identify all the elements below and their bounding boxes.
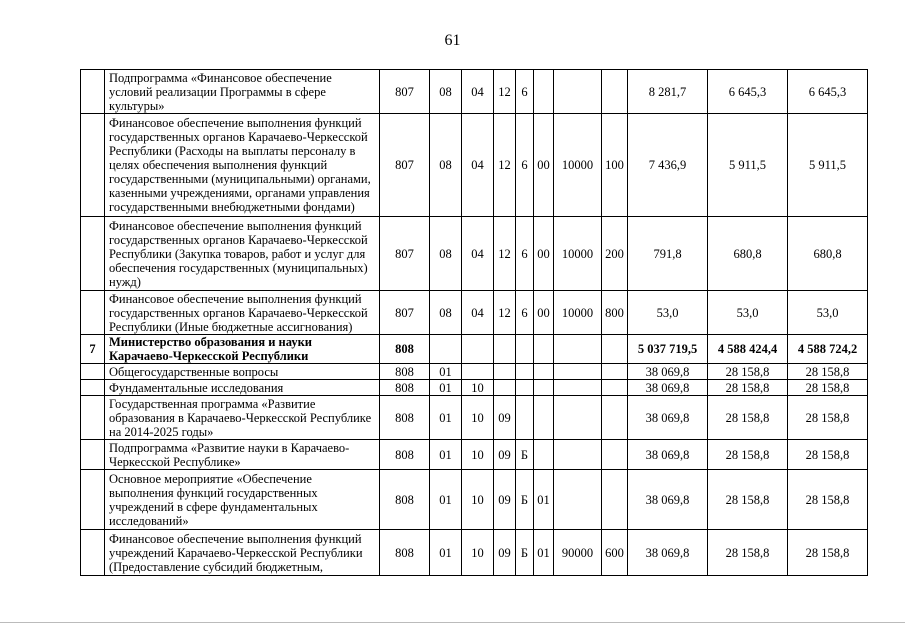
budget-table — [80, 69, 868, 576]
target-code-part2-cell: 6 — [516, 70, 534, 114]
target-code-part4-cell — [554, 396, 602, 440]
amount-year1-cell: 38 069,8 — [628, 364, 708, 380]
target-code-part3-cell — [534, 440, 554, 470]
row-number-cell — [81, 217, 105, 291]
target-code-part3-cell: 01 — [534, 530, 554, 576]
amount-year1-cell: 5 037 719,5 — [628, 335, 708, 364]
row-name-cell: Общегосударственные вопросы — [105, 364, 380, 380]
target-code-part4-cell: 90000 — [554, 530, 602, 576]
row-number-cell — [81, 364, 105, 380]
target-code-part1-cell: 09 — [494, 470, 516, 530]
amount-year2-cell: 28 158,8 — [708, 396, 788, 440]
target-code-part2-cell — [516, 396, 534, 440]
amount-year2-cell: 5 911,5 — [708, 114, 788, 217]
amount-year3-cell: 28 158,8 — [788, 470, 868, 530]
amount-year2-cell: 28 158,8 — [708, 470, 788, 530]
table-row — [81, 396, 868, 440]
ministry-code-cell: 807 — [380, 114, 430, 217]
target-code-part3-cell — [534, 396, 554, 440]
section-code-cell: 01 — [430, 364, 462, 380]
row-number-cell — [81, 291, 105, 335]
ministry-code-cell: 808 — [380, 530, 430, 576]
target-code-part4-cell: 10000 — [554, 291, 602, 335]
target-code-part4-cell — [554, 70, 602, 114]
target-code-part2-cell: Б — [516, 530, 534, 576]
expense-type-cell — [602, 364, 628, 380]
target-code-part2-cell: 6 — [516, 114, 534, 217]
ministry-code-cell: 808 — [380, 440, 430, 470]
section-code-cell — [430, 335, 462, 364]
subsection-code-cell: 04 — [462, 217, 494, 291]
amount-year3-cell: 5 911,5 — [788, 114, 868, 217]
ministry-code-cell: 807 — [380, 70, 430, 114]
ministry-code-cell: 808 — [380, 396, 430, 440]
amount-year2-cell: 28 158,8 — [708, 530, 788, 576]
amount-year3-cell: 4 588 724,2 — [788, 335, 868, 364]
amount-year1-cell: 38 069,8 — [628, 380, 708, 396]
target-code-part2-cell — [516, 380, 534, 396]
amount-year1-cell: 38 069,8 — [628, 530, 708, 576]
target-code-part1-cell: 12 — [494, 217, 516, 291]
target-code-part1-cell: 09 — [494, 440, 516, 470]
row-number-cell — [81, 440, 105, 470]
row-name-cell: Финансовое обеспечение выполнения функций государственных органов Карачаево-Черкесской Республики (Закупка товаров, работ и услуг для обеспечения государственных (муниципальных) нужд) — [105, 217, 380, 291]
target-code-part4-cell — [554, 470, 602, 530]
amount-year1-cell: 791,8 — [628, 217, 708, 291]
ministry-code-cell: 808 — [380, 335, 430, 364]
section-code-cell: 01 — [430, 380, 462, 396]
table-row — [81, 380, 868, 396]
subsection-code-cell — [462, 335, 494, 364]
target-code-part4-cell — [554, 335, 602, 364]
target-code-part2-cell: 6 — [516, 217, 534, 291]
amount-year1-cell: 38 069,8 — [628, 470, 708, 530]
target-code-part4-cell — [554, 364, 602, 380]
subsection-code-cell: 04 — [462, 291, 494, 335]
target-code-part1-cell — [494, 380, 516, 396]
subsection-code-cell: 10 — [462, 440, 494, 470]
target-code-part1-cell: 12 — [494, 70, 516, 114]
amount-year1-cell: 7 436,9 — [628, 114, 708, 217]
row-name-cell: Подпрограмма «Развитие науки в Карачаево-Черкесской Республике» — [105, 440, 380, 470]
amount-year2-cell: 4 588 424,4 — [708, 335, 788, 364]
expense-type-cell — [602, 380, 628, 396]
row-number-cell — [81, 114, 105, 217]
target-code-part2-cell: Б — [516, 470, 534, 530]
target-code-part4-cell: 10000 — [554, 114, 602, 217]
row-number-cell — [81, 396, 105, 440]
target-code-part2-cell: 6 — [516, 291, 534, 335]
subsection-code-cell: 10 — [462, 396, 494, 440]
target-code-part1-cell: 12 — [494, 291, 516, 335]
subsection-code-cell: 04 — [462, 114, 494, 217]
target-code-part2-cell: Б — [516, 440, 534, 470]
target-code-part4-cell — [554, 380, 602, 396]
amount-year3-cell: 28 158,8 — [788, 396, 868, 440]
expense-type-cell: 600 — [602, 530, 628, 576]
row-number-cell: 7 — [81, 335, 105, 364]
target-code-part2-cell — [516, 335, 534, 364]
subsection-code-cell: 10 — [462, 380, 494, 396]
target-code-part3-cell: 00 — [534, 114, 554, 217]
expense-type-cell — [602, 335, 628, 364]
row-name-cell: Министерство образования и науки Карачаево-Черкесской Республики — [105, 335, 380, 364]
row-name-cell: Финансовое обеспечение выполнения функций государственных органов Карачаево-Черкесской Республики (Иные бюджетные ассигнования) — [105, 291, 380, 335]
expense-type-cell — [602, 396, 628, 440]
bottom-divider — [0, 622, 905, 623]
table-row — [81, 364, 868, 380]
target-code-part3-cell: 00 — [534, 217, 554, 291]
amount-year2-cell: 53,0 — [708, 291, 788, 335]
row-name-cell: Финансовое обеспечение выполнения функций учреждений Карачаево-Черкесской Республики (Предоставление субсидий бюджетным, — [105, 530, 380, 576]
page-number: 61 — [444, 32, 461, 49]
amount-year3-cell: 680,8 — [788, 217, 868, 291]
target-code-part1-cell — [494, 364, 516, 380]
row-name-cell: Государственная программа «Развитие образования в Карачаево-Черкесской Республике на 2014-2025 годы» — [105, 396, 380, 440]
table-row — [81, 335, 868, 364]
target-code-part3-cell: 00 — [534, 291, 554, 335]
amount-year2-cell: 28 158,8 — [708, 440, 788, 470]
target-code-part4-cell — [554, 440, 602, 470]
table-row — [81, 291, 868, 335]
amount-year3-cell: 6 645,3 — [788, 70, 868, 114]
row-number-cell — [81, 470, 105, 530]
section-code-cell: 08 — [430, 114, 462, 217]
table-row — [81, 114, 868, 217]
subsection-code-cell — [462, 364, 494, 380]
table-row — [81, 70, 868, 114]
target-code-part3-cell: 01 — [534, 470, 554, 530]
target-code-part3-cell — [534, 335, 554, 364]
section-code-cell: 01 — [430, 530, 462, 576]
row-name-cell: Основное мероприятие «Обеспечение выполнения функций государственных учреждений в сфере фундаментальных исследований» — [105, 470, 380, 530]
row-name-cell: Финансовое обеспечение выполнения функций государственных органов Карачаево-Черкесской Республики (Расходы на выплаты персоналу в целях обеспечения выполнения функций государственными (муниципальными) органами, казенными учреждениями, органами управления государственными внебюджетными фондами) — [105, 114, 380, 217]
amount-year3-cell: 28 158,8 — [788, 440, 868, 470]
target-code-part1-cell: 12 — [494, 114, 516, 217]
ministry-code-cell: 808 — [380, 380, 430, 396]
target-code-part3-cell — [534, 380, 554, 396]
section-code-cell: 01 — [430, 470, 462, 530]
amount-year1-cell: 38 069,8 — [628, 396, 708, 440]
ministry-code-cell: 807 — [380, 217, 430, 291]
expense-type-cell: 200 — [602, 217, 628, 291]
amount-year3-cell: 28 158,8 — [788, 380, 868, 396]
target-code-part3-cell — [534, 70, 554, 114]
table-row — [81, 440, 868, 470]
ministry-code-cell: 807 — [380, 291, 430, 335]
expense-type-cell — [602, 440, 628, 470]
section-code-cell: 08 — [430, 70, 462, 114]
amount-year1-cell: 38 069,8 — [628, 440, 708, 470]
target-code-part1-cell — [494, 335, 516, 364]
amount-year1-cell: 8 281,7 — [628, 70, 708, 114]
section-code-cell: 01 — [430, 396, 462, 440]
amount-year2-cell: 680,8 — [708, 217, 788, 291]
row-number-cell — [81, 530, 105, 576]
subsection-code-cell: 10 — [462, 470, 494, 530]
section-code-cell: 08 — [430, 291, 462, 335]
section-code-cell: 01 — [430, 440, 462, 470]
expense-type-cell — [602, 70, 628, 114]
target-code-part2-cell — [516, 364, 534, 380]
amount-year3-cell: 28 158,8 — [788, 530, 868, 576]
expense-type-cell: 100 — [602, 114, 628, 217]
amount-year2-cell: 6 645,3 — [708, 70, 788, 114]
expense-type-cell — [602, 470, 628, 530]
ministry-code-cell: 808 — [380, 470, 430, 530]
amount-year3-cell: 53,0 — [788, 291, 868, 335]
row-name-cell: Фундаментальные исследования — [105, 380, 380, 396]
table-row — [81, 470, 868, 530]
row-number-cell — [81, 380, 105, 396]
expense-type-cell: 800 — [602, 291, 628, 335]
row-number-cell — [81, 70, 105, 114]
target-code-part3-cell — [534, 364, 554, 380]
table-row — [81, 217, 868, 291]
amount-year3-cell: 28 158,8 — [788, 364, 868, 380]
amount-year2-cell: 28 158,8 — [708, 380, 788, 396]
table-row — [81, 530, 868, 576]
target-code-part1-cell: 09 — [494, 396, 516, 440]
row-name-cell: Подпрограмма «Финансовое обеспечение условий реализации Программы в сфере культуры» — [105, 70, 380, 114]
subsection-code-cell: 04 — [462, 70, 494, 114]
amount-year1-cell: 53,0 — [628, 291, 708, 335]
amount-year2-cell: 28 158,8 — [708, 364, 788, 380]
section-code-cell: 08 — [430, 217, 462, 291]
target-code-part4-cell: 10000 — [554, 217, 602, 291]
target-code-part1-cell: 09 — [494, 530, 516, 576]
subsection-code-cell: 10 — [462, 530, 494, 576]
ministry-code-cell: 808 — [380, 364, 430, 380]
